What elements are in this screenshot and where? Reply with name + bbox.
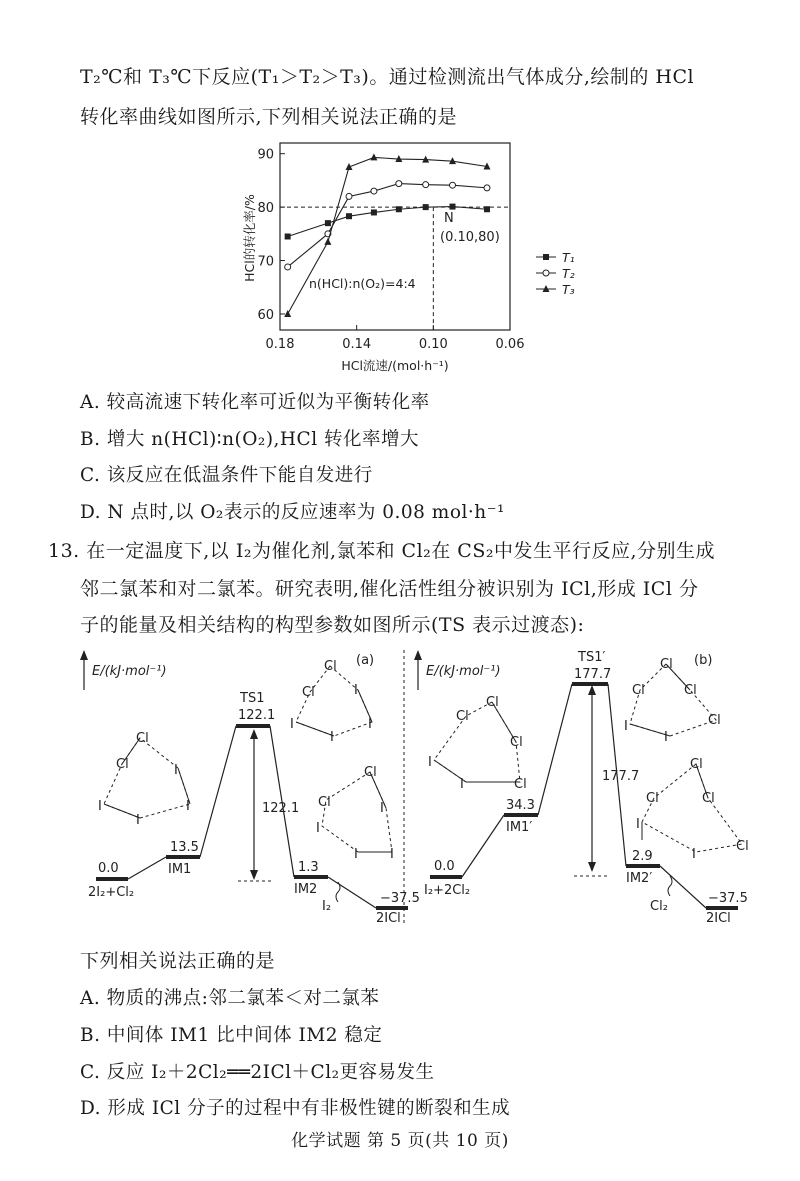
y-tick-label: 70 bbox=[257, 254, 274, 270]
atom-label: I bbox=[380, 801, 384, 816]
diagram-b-level-3-value: 2.9 bbox=[632, 849, 653, 864]
diagram-b-axis-label: E/(kJ·mol⁻¹) bbox=[426, 664, 501, 679]
diagram-a-tag: (a) bbox=[356, 653, 375, 668]
series-2-point bbox=[396, 181, 402, 187]
q13-line3: 子的能量及相关结构的构型参数如图所示(TS 表示过渡态): bbox=[80, 614, 585, 636]
series-2-point bbox=[423, 182, 429, 188]
q12-option-c: C. 该反应在低温条件下能自发进行 bbox=[80, 465, 373, 486]
series-2-point bbox=[346, 193, 352, 199]
series-1-point bbox=[450, 204, 456, 210]
atom-label: Cl bbox=[684, 683, 697, 698]
diagram-b-level-1-name: IM1′ bbox=[506, 820, 533, 835]
atom-label: Cl bbox=[510, 735, 523, 750]
diagram-a-level-4-value: −37.5 bbox=[380, 891, 420, 906]
diagram-a-level-1-name: IM1 bbox=[168, 862, 192, 877]
atom-label: I bbox=[636, 817, 640, 832]
x-tick-label: 0.18 bbox=[265, 337, 295, 352]
atom-label: I bbox=[354, 847, 358, 862]
atom-label: Cl bbox=[324, 659, 337, 674]
atom-label: I bbox=[330, 730, 334, 745]
diagram-b-tag: (b) bbox=[694, 653, 713, 668]
series-3-point bbox=[284, 310, 291, 317]
atom-label: Cl bbox=[364, 765, 377, 780]
x-axis-label: HCl流速/(mol·h⁻¹) bbox=[341, 358, 449, 373]
series-1-point bbox=[396, 206, 402, 212]
y-axis-label: HCl的转化率/% bbox=[242, 194, 257, 282]
legend-label: T₁ bbox=[562, 250, 575, 265]
diagram-b-level-2-name: TS1′ bbox=[578, 650, 606, 665]
q13-option-c: C. 反应 I₂＋2Cl₂══2ICl＋Cl₂更容易发生 bbox=[80, 1062, 435, 1083]
series-1-point bbox=[423, 204, 429, 210]
q12-option-d: D. N 点时,以 O₂表示的反应速率为 0.08 mol·h⁻¹ bbox=[80, 502, 505, 523]
atom-label: I bbox=[390, 847, 394, 862]
q13-line2: 邻二氯苯和对二氯苯。研究表明,催化活性组分被识别为 ICl,形成 ICl 分 bbox=[80, 578, 699, 600]
atom-label: Cl bbox=[116, 757, 129, 772]
q13-stem: 下列相关说法正确的是 bbox=[80, 950, 276, 972]
series-2-point bbox=[450, 182, 456, 188]
series-2-point bbox=[484, 185, 490, 191]
legend-label: T₂ bbox=[562, 266, 575, 281]
atom-label: I bbox=[186, 799, 190, 814]
diagram-b-level-1-value: 34.3 bbox=[506, 798, 535, 813]
diagram-a-level-0-value: 0.0 bbox=[98, 861, 119, 876]
atom-label: I bbox=[692, 847, 696, 862]
diagram-a bbox=[80, 650, 408, 908]
point-n-coords: (0.10,80) bbox=[440, 230, 500, 245]
atom-label: I bbox=[316, 821, 320, 836]
diagram-b-level-0-name: I₂+2Cl₂ bbox=[424, 883, 471, 898]
series-1-point bbox=[325, 220, 331, 226]
x-tick-label: 0.14 bbox=[342, 337, 372, 352]
legend-marker bbox=[543, 254, 549, 260]
x-tick-label: 0.06 bbox=[495, 337, 525, 352]
series-1-point bbox=[371, 209, 377, 215]
atom-label: Cl bbox=[702, 791, 715, 806]
atom-label: Cl bbox=[632, 683, 645, 698]
atom-label: Cl bbox=[736, 839, 749, 854]
energy-diagrams bbox=[0, 640, 800, 940]
series-2-point bbox=[285, 264, 291, 270]
q13-option-b: B. 中间体 IM1 比中间体 IM2 稳定 bbox=[80, 1025, 383, 1046]
diagram-a-level-4-name: 2ICl bbox=[376, 911, 401, 926]
q12-intro-line1: T₂℃和 T₃℃下反应(T₁＞T₂＞T₃)。通过检测流出气体成分,绘制的 HCl bbox=[80, 66, 695, 88]
series-1-point bbox=[484, 206, 490, 212]
atom-label: I bbox=[428, 755, 432, 770]
atom-label: I bbox=[664, 730, 668, 745]
atom-label: I bbox=[368, 717, 372, 732]
hcl-conversion-chart bbox=[0, 128, 800, 508]
diagram-b-level-4-value: −37.5 bbox=[708, 891, 748, 906]
diagram-b-level-2-value: 177.7 bbox=[574, 667, 612, 682]
atom-label: Cl bbox=[646, 791, 659, 806]
diagram-a-level-1-value: 13.5 bbox=[170, 840, 199, 855]
point-n-label: N bbox=[444, 211, 454, 226]
atom-label: Cl bbox=[660, 657, 673, 672]
q13-option-a: A. 物质的沸点:邻二氯苯＜对二氯苯 bbox=[80, 988, 380, 1009]
q12-option-a: A. 较高流速下转化率可近似为平衡转化率 bbox=[80, 392, 430, 413]
atom-label: Cl bbox=[708, 713, 721, 728]
diagram-b-side-product: Cl₂ bbox=[650, 899, 668, 914]
diagram-b-level-0-value: 0.0 bbox=[434, 859, 455, 874]
series-3-point bbox=[370, 153, 377, 160]
atom-label: Cl bbox=[318, 795, 331, 810]
diagram-a-level-3-value: 1.3 bbox=[298, 860, 319, 875]
diagram-a-level-3-name: IM2 bbox=[294, 882, 318, 897]
atom-label: Cl bbox=[136, 731, 149, 746]
page-footer: 化学试题 第 5 页(共 10 页) bbox=[291, 1131, 509, 1151]
atom-label: Cl bbox=[690, 757, 703, 772]
x-tick-label: 0.10 bbox=[418, 337, 448, 352]
series-3-point bbox=[324, 238, 331, 245]
atom-label: I bbox=[290, 717, 294, 732]
diagram-a-level-2-value: 122.1 bbox=[238, 708, 276, 723]
q12-option-b: B. 增大 n(HCl)∶n(O₂),HCl 转化率增大 bbox=[80, 429, 420, 450]
legend-label: T₃ bbox=[562, 282, 575, 297]
series-1-point bbox=[346, 213, 352, 219]
atom-label: I bbox=[624, 719, 628, 734]
atom-label: I bbox=[136, 813, 140, 828]
y-tick-label: 80 bbox=[257, 201, 274, 217]
diagram-b-barrier-value: 177.7 bbox=[602, 769, 640, 784]
atom-label: Cl bbox=[514, 777, 527, 792]
atom-label: Cl bbox=[486, 695, 499, 710]
legend-marker bbox=[543, 270, 549, 276]
q13-line1: 13. 在一定温度下,以 I₂为催化剂,氯苯和 Cl₂在 CS₂中发生平行反应,分别生成 bbox=[48, 540, 716, 562]
diagram-a-level-2-name: TS1 bbox=[240, 691, 265, 706]
series-2-point bbox=[371, 188, 377, 194]
q12-intro-line2: 转化率曲线如图所示,下列相关说法正确的是 bbox=[80, 106, 458, 128]
ratio-annotation: n(HCl):n(O₂)=4:4 bbox=[309, 276, 416, 291]
diagram-a-axis-label: E/(kJ·mol⁻¹) bbox=[92, 664, 167, 679]
diagram-a-side-product: I₂ bbox=[322, 899, 332, 914]
atom-label: I bbox=[460, 777, 464, 792]
diagram-a-barrier-value: 122.1 bbox=[262, 801, 300, 816]
atom-label: I bbox=[98, 799, 102, 814]
atom-label: Cl bbox=[456, 709, 469, 724]
q13-option-d: D. 形成 ICl 分子的过程中有非极性键的断裂和生成 bbox=[80, 1098, 511, 1119]
diagram-b-level-4-name: 2ICl bbox=[706, 911, 731, 926]
diagram-a-level-0-name: 2I₂+Cl₂ bbox=[88, 885, 135, 900]
y-tick-label: 90 bbox=[257, 147, 274, 163]
atom-label: I bbox=[174, 763, 178, 778]
diagram-b-level-3-name: IM2′ bbox=[626, 871, 653, 886]
series-line-2 bbox=[288, 184, 487, 267]
atom-label: I bbox=[354, 683, 358, 698]
series-1-point bbox=[285, 234, 291, 240]
atom-label: Cl bbox=[302, 685, 315, 700]
y-tick-label: 60 bbox=[257, 307, 274, 323]
